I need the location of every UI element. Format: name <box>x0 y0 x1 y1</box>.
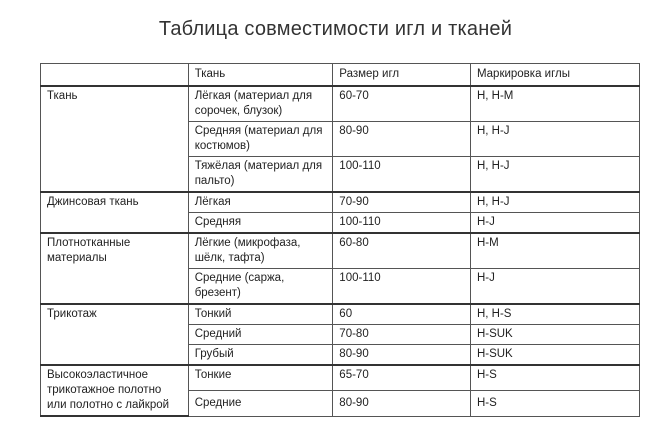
marking-cell: H-SUK <box>470 325 639 345</box>
marking-cell: H-SUK <box>470 345 639 366</box>
fabric-cell: Лёгкие (микрофаза, шёлк, тафта) <box>188 233 333 269</box>
size-cell: 80-90 <box>333 122 471 157</box>
fabric-cell: Лёгкая <box>188 192 333 213</box>
fabric-cell: Тяжёлая (материал для пальто) <box>188 157 333 193</box>
header-needle-size: Размер игл <box>333 64 471 87</box>
marking-cell: H, H-J <box>470 157 639 193</box>
category-cell: Трикотаж <box>41 304 189 365</box>
size-cell: 80-90 <box>333 391 471 416</box>
marking-cell: H-J <box>470 269 639 305</box>
table-header-row <box>41 64 640 87</box>
category-cell: Плотнотканные материалы <box>41 233 189 304</box>
fabric-cell: Средние (саржа, брезент) <box>188 269 333 305</box>
size-cell: 60-70 <box>333 86 471 122</box>
compatibility-table <box>40 63 640 417</box>
table-row <box>41 192 640 213</box>
size-cell: 60-80 <box>333 233 471 269</box>
fabric-cell: Грубый <box>188 345 333 366</box>
table-row <box>41 233 640 269</box>
size-cell: 100-110 <box>333 213 471 234</box>
marking-cell: H-S <box>470 365 639 391</box>
category-cell: Джинсовая ткань <box>41 192 189 233</box>
marking-cell: H-M <box>470 233 639 269</box>
fabric-cell: Средняя (материал для костюмов) <box>188 122 333 157</box>
header-needle-marking: Маркировка иглы <box>470 64 639 87</box>
size-cell: 100-110 <box>333 157 471 193</box>
fabric-cell: Тонкие <box>188 365 333 391</box>
marking-cell: H, H-J <box>470 192 639 213</box>
fabric-cell: Средняя <box>188 213 333 234</box>
table-row <box>41 86 640 122</box>
category-cell: Высокоэластичное трикотажное полотно или полотно с лайкрой <box>41 365 189 416</box>
table-row <box>41 304 640 325</box>
category-cell: Ткань <box>41 86 189 192</box>
header-fabric: Ткань <box>188 64 333 87</box>
size-cell: 60 <box>333 304 471 325</box>
table-row <box>41 365 640 391</box>
marking-cell: H-J <box>470 213 639 234</box>
fabric-cell: Средний <box>188 325 333 345</box>
marking-cell: H, H-J <box>470 122 639 157</box>
size-cell: 70-90 <box>333 192 471 213</box>
header-category <box>41 64 189 87</box>
fabric-cell: Средние <box>188 391 333 416</box>
size-cell: 70-80 <box>333 325 471 345</box>
size-cell: 100-110 <box>333 269 471 305</box>
fabric-cell: Тонкий <box>188 304 333 325</box>
fabric-cell: Лёгкая (материал для сорочек, блузок) <box>188 86 333 122</box>
page-title: Таблица совместимости игл и тканей <box>158 18 513 40</box>
marking-cell: H, H-M <box>470 86 639 122</box>
marking-cell: H-S <box>470 391 639 416</box>
size-cell: 80-90 <box>333 345 471 366</box>
marking-cell: H, H-S <box>470 304 639 325</box>
size-cell: 65-70 <box>333 365 471 391</box>
